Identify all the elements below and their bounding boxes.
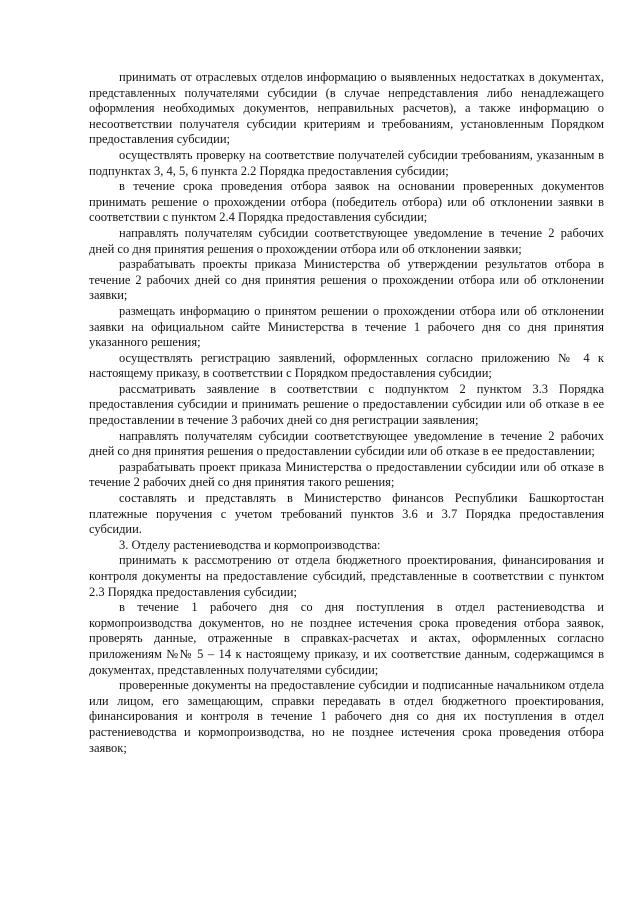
paragraph: принимать от отраслевых отделов информацию о выявленных недостатках в документах, представленных получателями субсидии (в случае непредставления либо ненадлежащего оформления необходимых документов, неправильных расчетов), а также информацию о несоответствии получателя субсидии критериям и требованиям, установленным Порядком предоставления субсидии;	[89, 70, 604, 147]
paragraph: направлять получателям субсидии соответствующее уведомление в течение 2 рабочих дней со дня принятия решения о предоставлении субсидии или об отказе в ее предоставлении;	[89, 428, 604, 459]
paragraph: в течение срока проведения отбора заявок на основании проверенных документов принимать решение о прохождении отбора (победитель отбора) или об отклонении заявки в соответствии с пунктом 2.4 Порядка предоставления субсидии;	[89, 179, 604, 225]
paragraph: разрабатывать проекты приказа Министерства об утверждении результатов отбора в течение 2 рабочих дней со дня принятия решения о прохождении отбора или об отклонении заявки;	[89, 257, 604, 303]
paragraph: размещать информацию о принятом решении о прохождении отбора или об отклонении заявки на официальном сайте Министерства в течение 1 рабочего дня со дня принятия указанного решения;	[89, 303, 604, 350]
paragraph: в течение 1 рабочего дня со дня поступления в отдел растениеводства и кормопроизводства документов, но не позднее истечения срока проведения отбора заявок, проверять данные, отраженные в справках-расчетах и актах, оформленных согласно приложениям №№ 5 – 14 к настоящему приказу, и их соответствие данным, содержащимся в документах, представленных получателями субсидии;	[89, 600, 604, 677]
section-heading: 3. Отделу растениеводства и кормопроизводства:	[119, 537, 381, 552]
paragraph: направлять получателям субсидии соответствующее уведомление в течение 2 рабочих дней со дня принятия решения о прохождении отбора или об отклонении заявки;	[89, 225, 604, 256]
paragraph: осуществлять регистрацию заявлений, оформленных согласно приложению № 4 к настоящему приказу, в соответствии с Порядком предоставления субсидии;	[89, 350, 604, 381]
paragraph: осуществлять проверку на соответствие получателей субсидии требованиям, указанным в подпунктах 3, 4, 5, 6 пункта 2.2 Порядка предоставления субсидии;	[89, 147, 604, 178]
paragraph: рассматривать заявление в соответствии с подпунктом 2 пунктом 3.3 Порядка предоставления субсидии и принимать решение о предоставлении субсидии или об отказе в ее предоставлении в течение 3 рабочих дней со дня регистрации заявления;	[89, 381, 604, 428]
paragraph: разрабатывать проект приказа Министерства о предоставлении субсидии или об отказе в течение 2 рабочих дней со дня принятия такого решения;	[89, 459, 604, 490]
paragraph: составлять и представлять в Министерство финансов Республики Башкортостан платежные поручения с учетом требований пунктов 3.6 и 3.7 Порядка предоставления субсидии.	[89, 491, 604, 537]
paragraph: проверенные документы на предоставление субсидии и подписанные начальником отдела или лицом, его замещающим, справки передавать в отдел бюджетного проектирования, финансирования и контроля в течение 1 рабочего дня со дня их поступления в отдел растениеводства и кормопроизводства, но не позднее истечения срока проведения отбора заявок;	[89, 678, 604, 755]
paragraph: принимать к рассмотрению от отдела бюджетного проектирования, финансирования и контроля документы на предоставление субсидий, представленные в соответствии с пунктом 2.3 Порядка предоставления субсидии;	[89, 553, 604, 599]
